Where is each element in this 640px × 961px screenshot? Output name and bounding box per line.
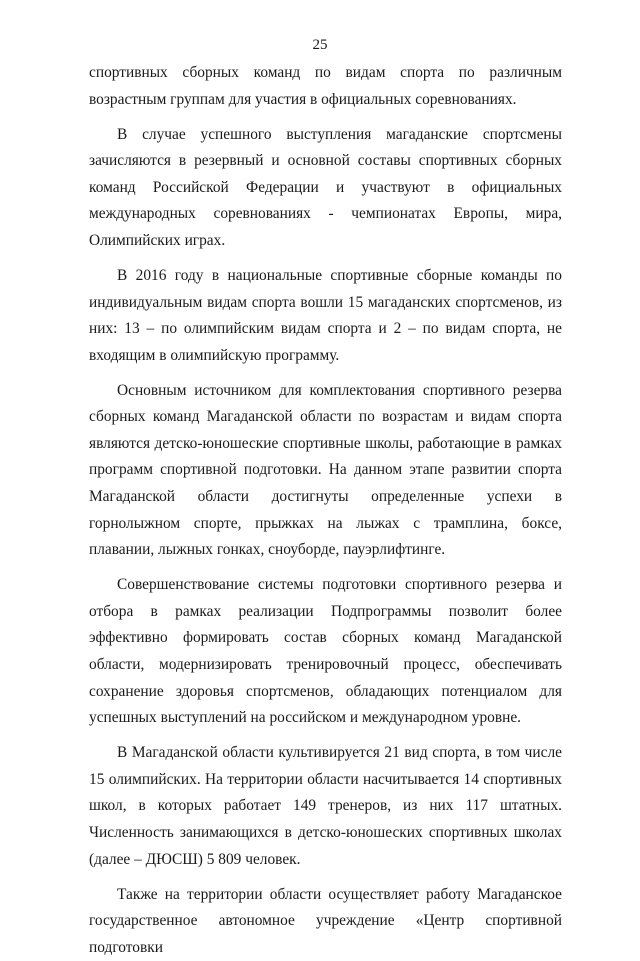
paragraph-7: Также на территории области осуществляет работу Магаданское государственное автономное учреждение «Центр спортивной подготовки [89,885,562,956]
paragraph-2: В случае успешного выступления магаданские спортсмены зачисляются в резервный и основной составы спортивных сборных команд Российской Федерации и участвуют в официальных международных соревнованиях - чемпионатах Европы, мира, Олимпийских играх. [89,125,562,249]
paragraph-6: В Магаданской области культивируется 21 вид спорта, в том числе 15 олимпийских. На территории области насчитывается 14 спортивных школ, в которых работает 149 тренеров, из них 117 штатных. Численность занимающихся в детско-юношеских спортивных школах (далее – ДЮСШ) 5 809 человек. [89,744,562,868]
body-text [89,60,562,961]
page-number: 25 [312,37,328,53]
paragraph-1: спортивных сборных команд по видам спорта по различным возрастным группам для участия в официальных соревнованиях. [89,64,562,108]
paragraph-3: В 2016 году в национальные спортивные сборные команды по индивидуальным видам спорта вошли 15 магаданских спортсменов, из них: 13 – по олимпийским видам спорта и 2 – по видам спорта, не входящим в олимпийскую программу. [89,266,562,364]
paragraph-4: Основным источником для комплектования спортивного резерва сборных команд Магаданской области по возрастам и видам спорта являются детско-юношеские спортивные школы, работающие в рамках программ спортивной подготовки. На данном этапе развитии спорта Магаданской области достигнуты определенные успехи в горнолыжном спорте, прыжках на лыжах с трамплина, боксе, плавании, лыжных гонках, сноуборде, пауэрлифтинге. [89,381,562,559]
paragraph-5: Совершенствование системы подготовки спортивного резерва и отбора в рамках реализации Подпрограммы позволит более эффективно формировать состав сборных команд Магаданской области, модернизировать тренировочный процесс, обеспечивать сохранение здоровья спортсменов, обладающих потенциалом для успешных выступлений на российском и международном уровне. [89,576,562,727]
